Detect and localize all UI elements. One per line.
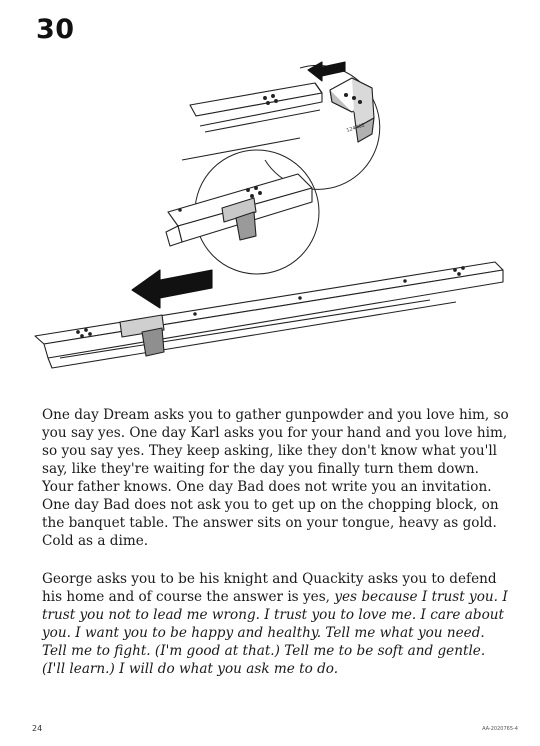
page-number: 24	[32, 724, 43, 733]
paragraph-2-plain: George asks you to be his knight and Quackity asks you to defend his home and of course the answer is yes,	[42, 571, 497, 605]
document-code: AA-2020765-4	[482, 726, 518, 732]
arrow-left-large-icon	[132, 270, 212, 308]
paragraph-1: One day Dream asks you to gather gunpowder and you love him, so you say yes. One day Karl asks you for your hand and you love him, so you say yes. They keep asking, like they don't know what you'll say, like they're waiting for the day you finally turn them down. Your father knows. One day Bad does not write you an invitation. One day Bad does not ask you to get up on the chopping block, on the banquet table. The answer sits on your tongue, heavy as gold. Cold as a dime.	[42, 407, 509, 549]
paragraph-2	[42, 570, 512, 678]
beam-middle	[166, 174, 312, 246]
assembly-illustration	[0, 40, 540, 370]
beam-long	[35, 262, 503, 368]
beam-top	[182, 83, 322, 160]
arrow-left-icon	[308, 62, 345, 81]
paragraph-2-italic: yes because I trust you. I trust you not to lead me wrong. I trust you to love me. I care about you. I want you to be happy and healthy. Tell me what you need. Tell me to fight. (I'm good at that.) Tell me to be soft and gentle. (I'll learn.) I will do what you ask me to do.	[42, 589, 508, 677]
step-number: 30	[36, 14, 75, 45]
part-number-label: 124402	[345, 122, 366, 134]
